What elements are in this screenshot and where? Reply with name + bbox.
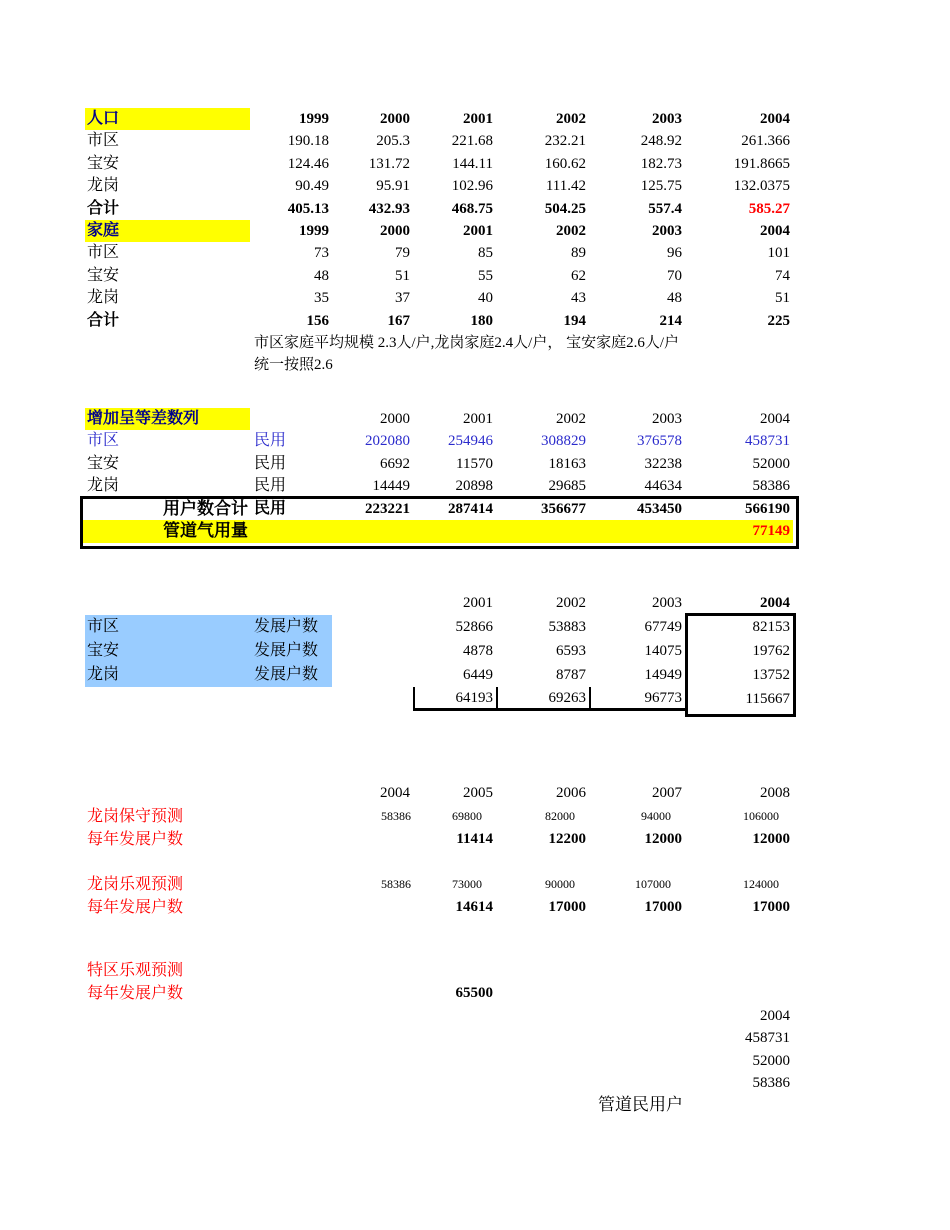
cell-usage-type[interactable]: 民用 — [254, 432, 287, 450]
cell-value[interactable]: 19762 — [752, 643, 790, 659]
cell-summary-year[interactable]: 2004 — [760, 1008, 790, 1024]
cell-value[interactable]: 35 — [314, 290, 329, 307]
cell-year[interactable]: 2005 — [463, 785, 493, 801]
cell-value[interactable]: 254946 — [448, 433, 493, 450]
cell-value[interactable]: 55 — [478, 267, 493, 284]
cell-value[interactable]: 160.62 — [544, 155, 586, 172]
cell-growth-value[interactable]: 12200 — [548, 831, 586, 847]
cell-value[interactable]: 202080 — [365, 433, 410, 450]
cell-pipeline-residential-label[interactable]: 管道民用户 — [598, 1095, 683, 1115]
cell-value[interactable]: 191.8665 — [733, 155, 790, 172]
cell-year[interactable]: 2003 — [652, 411, 682, 427]
cell-growth-value[interactable]: 17000 — [752, 899, 790, 915]
cell-value[interactable]: 82153 — [752, 619, 790, 635]
cell-total-value[interactable]: 504.25 — [544, 200, 586, 217]
cell-total-value[interactable]: 566190 — [745, 500, 790, 517]
cell-section-title[interactable]: 增加呈等差数列 — [85, 408, 250, 430]
cell-pipeline-gas-value[interactable]: 77149 — [752, 522, 790, 539]
summary-block — [85, 1005, 793, 1116]
cell-summary-value[interactable]: 458731 — [745, 1030, 790, 1047]
cell-growth-value[interactable]: 17000 — [644, 899, 682, 915]
cell-row-label[interactable]: 宝安 — [87, 266, 120, 284]
cell-total-value[interactable]: 194 — [563, 312, 586, 329]
cell-forecast-value[interactable]: 90000 — [545, 877, 575, 891]
cell-year[interactable]: 2004 — [760, 111, 790, 127]
cell-value[interactable]: 205.3 — [376, 133, 410, 150]
cell-metric-label[interactable]: 发展户数 — [250, 639, 332, 663]
cell-total-value[interactable]: 69263 — [496, 687, 589, 711]
cell-forecast-label[interactable]: 龙岗乐观预测 — [87, 876, 184, 893]
cell-value[interactable]: 111.42 — [545, 178, 586, 195]
cell-row-label[interactable]: 宝安 — [87, 454, 120, 472]
cell-value[interactable]: 308829 — [541, 433, 586, 450]
cell-value[interactable]: 13752 — [752, 667, 790, 683]
cell-forecast-label[interactable]: 龙岗保守预测 — [87, 808, 184, 825]
cell-value[interactable]: 101 — [767, 245, 790, 262]
cell-usage-type[interactable]: 民用 — [254, 454, 287, 472]
cell-total-value[interactable]: 180 — [470, 312, 493, 329]
cell-year[interactable]: 2002 — [556, 222, 586, 239]
cell-value[interactable]: 52866 — [455, 619, 493, 635]
cell-year[interactable]: 2001 — [463, 222, 493, 239]
cell-population-header[interactable]: 人口 — [85, 108, 250, 130]
cell-row-label[interactable]: 龙岗 — [87, 477, 120, 495]
cell-year[interactable]: 2000 — [380, 111, 410, 127]
cell-year-current[interactable]: 2004 — [760, 595, 790, 611]
cell-year[interactable]: 2004 — [760, 411, 790, 427]
cell-growth-label[interactable]: 每年发展户数 — [87, 831, 184, 848]
cell-metric-label[interactable]: 发展户数 — [250, 663, 332, 687]
cell-summary-value[interactable]: 52000 — [752, 1052, 790, 1069]
cell-year[interactable]: 2004 — [380, 785, 410, 801]
cell-total-value[interactable]: 156 — [306, 312, 329, 329]
cell-summary-value[interactable]: 58386 — [752, 1074, 790, 1091]
cell-year[interactable]: 2008 — [760, 785, 790, 801]
cell-total-value[interactable]: 96773 — [589, 687, 685, 711]
cell-value[interactable]: 53883 — [548, 619, 586, 635]
cell-year[interactable]: 2004 — [760, 222, 790, 239]
cell-year[interactable]: 2007 — [652, 785, 682, 801]
cell-total-value[interactable]: 557.4 — [648, 200, 682, 217]
cell-year[interactable]: 2006 — [556, 785, 586, 801]
cell-value[interactable]: 14949 — [644, 667, 682, 683]
cell-value[interactable]: 6449 — [463, 667, 493, 683]
developed-households-table — [85, 591, 793, 711]
cell-pipeline-gas-label[interactable]: 管道气用量 — [163, 520, 248, 540]
cell-value[interactable]: 52000 — [752, 455, 790, 472]
cell-value[interactable]: 43 — [571, 290, 586, 307]
cell-value[interactable]: 124.46 — [287, 155, 329, 172]
cell-value[interactable]: 132.0375 — [733, 178, 790, 195]
cell-value[interactable]: 96 — [667, 245, 682, 262]
cell-value[interactable]: 102.96 — [451, 178, 493, 195]
cell-note-uniform-ratio[interactable]: 统一按照2.6 — [254, 357, 333, 374]
cell-value[interactable]: 89 — [571, 245, 586, 262]
cell-value[interactable]: 48 — [314, 267, 329, 284]
cell-year[interactable]: 1999 — [299, 222, 329, 239]
cell-value[interactable]: 20898 — [455, 478, 493, 495]
cell-value[interactable]: 51 — [775, 290, 790, 307]
cell-forecast-value[interactable]: 106000 — [743, 809, 779, 823]
cell-total-label[interactable]: 合计 — [87, 199, 120, 217]
cell-row-label[interactable]: 市区 — [87, 132, 120, 150]
cell-total-label[interactable]: 合计 — [87, 311, 120, 329]
cell-year[interactable]: 2002 — [556, 111, 586, 127]
cell-forecast-label[interactable]: 特区乐观预测 — [87, 962, 184, 979]
cell-year[interactable]: 2003 — [652, 595, 682, 611]
cell-value[interactable]: 182.73 — [640, 155, 682, 172]
cell-value[interactable]: 74 — [775, 267, 790, 284]
cell-total-value[interactable]: 432.93 — [368, 200, 410, 217]
cell-value[interactable]: 18163 — [548, 455, 586, 472]
cell-value[interactable]: 32238 — [644, 455, 682, 472]
cell-value[interactable]: 376578 — [637, 433, 682, 450]
cell-value[interactable]: 85 — [478, 245, 493, 262]
cell-value[interactable]: 6692 — [380, 455, 410, 472]
cell-year[interactable]: 2002 — [556, 411, 586, 427]
cell-value[interactable]: 51 — [395, 267, 410, 284]
cell-year[interactable]: 2003 — [652, 222, 682, 239]
cell-value[interactable]: 95.91 — [376, 178, 410, 195]
cell-row-label[interactable]: 市区 — [87, 432, 120, 450]
cell-growth-value[interactable]: 12000 — [752, 831, 790, 847]
cell-value[interactable]: 79 — [395, 245, 410, 262]
cell-value[interactable]: 232.21 — [544, 133, 586, 150]
cell-value[interactable]: 8787 — [556, 667, 586, 683]
cell-year[interactable]: 2003 — [652, 111, 682, 127]
cell-total-value[interactable]: 453450 — [637, 500, 682, 517]
cell-row-label[interactable]: 龙岗 — [85, 663, 250, 687]
cell-value[interactable]: 44634 — [644, 478, 682, 495]
cell-value[interactable]: 29685 — [548, 478, 586, 495]
cell-total-value[interactable]: 214 — [659, 312, 682, 329]
cell-value[interactable]: 248.92 — [640, 133, 682, 150]
cell-value[interactable]: 14449 — [372, 478, 410, 495]
cell-row-label[interactable]: 宝安 — [85, 639, 250, 663]
cell-value[interactable]: 37 — [395, 290, 410, 307]
cell-value[interactable]: 70 — [667, 267, 682, 284]
cell-value[interactable]: 261.366 — [741, 133, 790, 150]
cell-year[interactable]: 2001 — [463, 411, 493, 427]
cell-row-label[interactable]: 龙岗 — [87, 177, 120, 195]
cell-value[interactable]: 4878 — [463, 643, 493, 659]
cell-row-label[interactable]: 市区 — [85, 615, 250, 639]
cell-year[interactable]: 2001 — [463, 111, 493, 127]
cell-year[interactable]: 2002 — [556, 595, 586, 611]
cell-value[interactable]: 458731 — [745, 433, 790, 450]
cell-value[interactable]: 90.49 — [295, 178, 329, 195]
cell-household-header[interactable]: 家庭 — [85, 220, 250, 242]
cell-value[interactable]: 40 — [478, 290, 493, 307]
cell-row-label[interactable]: 市区 — [87, 244, 120, 262]
cell-value[interactable]: 190.18 — [287, 133, 329, 150]
cell-growth-value[interactable]: 11414 — [456, 831, 493, 847]
cell-forecast-value[interactable]: 124000 — [743, 877, 779, 891]
cell-value[interactable]: 6593 — [556, 643, 586, 659]
conservative-forecast-table — [85, 782, 793, 851]
cell-row-label[interactable]: 宝安 — [87, 154, 120, 172]
cell-growth-value[interactable]: 65500 — [455, 985, 493, 1001]
cell-total-value[interactable]: 223221 — [365, 500, 410, 517]
cell-total-value[interactable]: 64193 — [413, 687, 496, 711]
cell-users-total-label[interactable]: 用户数合计 — [163, 498, 248, 518]
cell-total-value[interactable]: 468.75 — [451, 200, 493, 217]
arithmetic-growth-table — [85, 408, 793, 542]
cell-note-household-size[interactable]: 市区家庭平均规模 2.3人/户,龙岗家庭2.4人/户， 宝安家庭2.6人/户 — [254, 334, 680, 351]
cell-usage-type[interactable]: 民用 — [254, 477, 287, 495]
cell-value[interactable]: 11570 — [456, 455, 493, 472]
cell-value[interactable]: 48 — [667, 290, 682, 307]
cell-total-value[interactable]: 225 — [767, 312, 790, 329]
population-household-table — [85, 108, 793, 377]
cell-year[interactable]: 1999 — [299, 111, 329, 127]
cell-total-value[interactable]: 115667 — [745, 691, 790, 707]
cell-total-value[interactable]: 287414 — [448, 500, 493, 517]
cell-growth-label[interactable]: 每年发展户数 — [87, 899, 184, 916]
cell-year[interactable]: 2000 — [380, 411, 410, 427]
cell-value[interactable]: 58386 — [752, 478, 790, 495]
cell-value[interactable]: 73 — [314, 245, 329, 262]
cell-usage-type[interactable]: 民用 — [254, 499, 287, 517]
cell-growth-value[interactable]: 12000 — [644, 831, 682, 847]
cell-value[interactable]: 144.11 — [452, 155, 493, 172]
sez-forecast-table — [85, 959, 793, 1005]
cell-total-value[interactable]: 356677 — [541, 500, 586, 517]
cell-row-label[interactable]: 龙岗 — [87, 289, 120, 307]
cell-forecast-value[interactable]: 82000 — [545, 809, 575, 823]
cell-value[interactable]: 131.72 — [368, 155, 410, 172]
cell-total-value[interactable]: 167 — [387, 312, 410, 329]
cell-metric-label[interactable]: 发展户数 — [250, 615, 332, 639]
cell-total-value[interactable]: 405.13 — [287, 200, 329, 217]
cell-forecast-value[interactable]: 73000 — [452, 877, 482, 891]
optimistic-forecast-table — [85, 873, 793, 919]
cell-forecast-value[interactable]: 69800 — [452, 809, 482, 823]
cell-forecast-value[interactable]: 107000 — [635, 877, 671, 891]
cell-growth-value[interactable]: 17000 — [548, 899, 586, 915]
cell-year[interactable]: 2001 — [463, 595, 493, 611]
cell-year[interactable]: 2000 — [380, 222, 410, 239]
cell-total-value-highlighted[interactable]: 585.27 — [748, 200, 790, 217]
cell-value[interactable]: 221.68 — [451, 133, 493, 150]
cell-growth-label[interactable]: 每年发展户数 — [87, 985, 184, 1002]
cell-forecast-value[interactable]: 58386 — [381, 809, 411, 823]
cell-growth-value[interactable]: 14614 — [455, 899, 493, 915]
cell-value[interactable]: 125.75 — [640, 178, 682, 195]
cell-forecast-value[interactable]: 58386 — [381, 877, 411, 891]
cell-value[interactable]: 14075 — [644, 643, 682, 659]
cell-value[interactable]: 62 — [571, 267, 586, 284]
cell-value[interactable]: 67749 — [644, 619, 682, 635]
cell-forecast-value[interactable]: 94000 — [641, 809, 671, 823]
